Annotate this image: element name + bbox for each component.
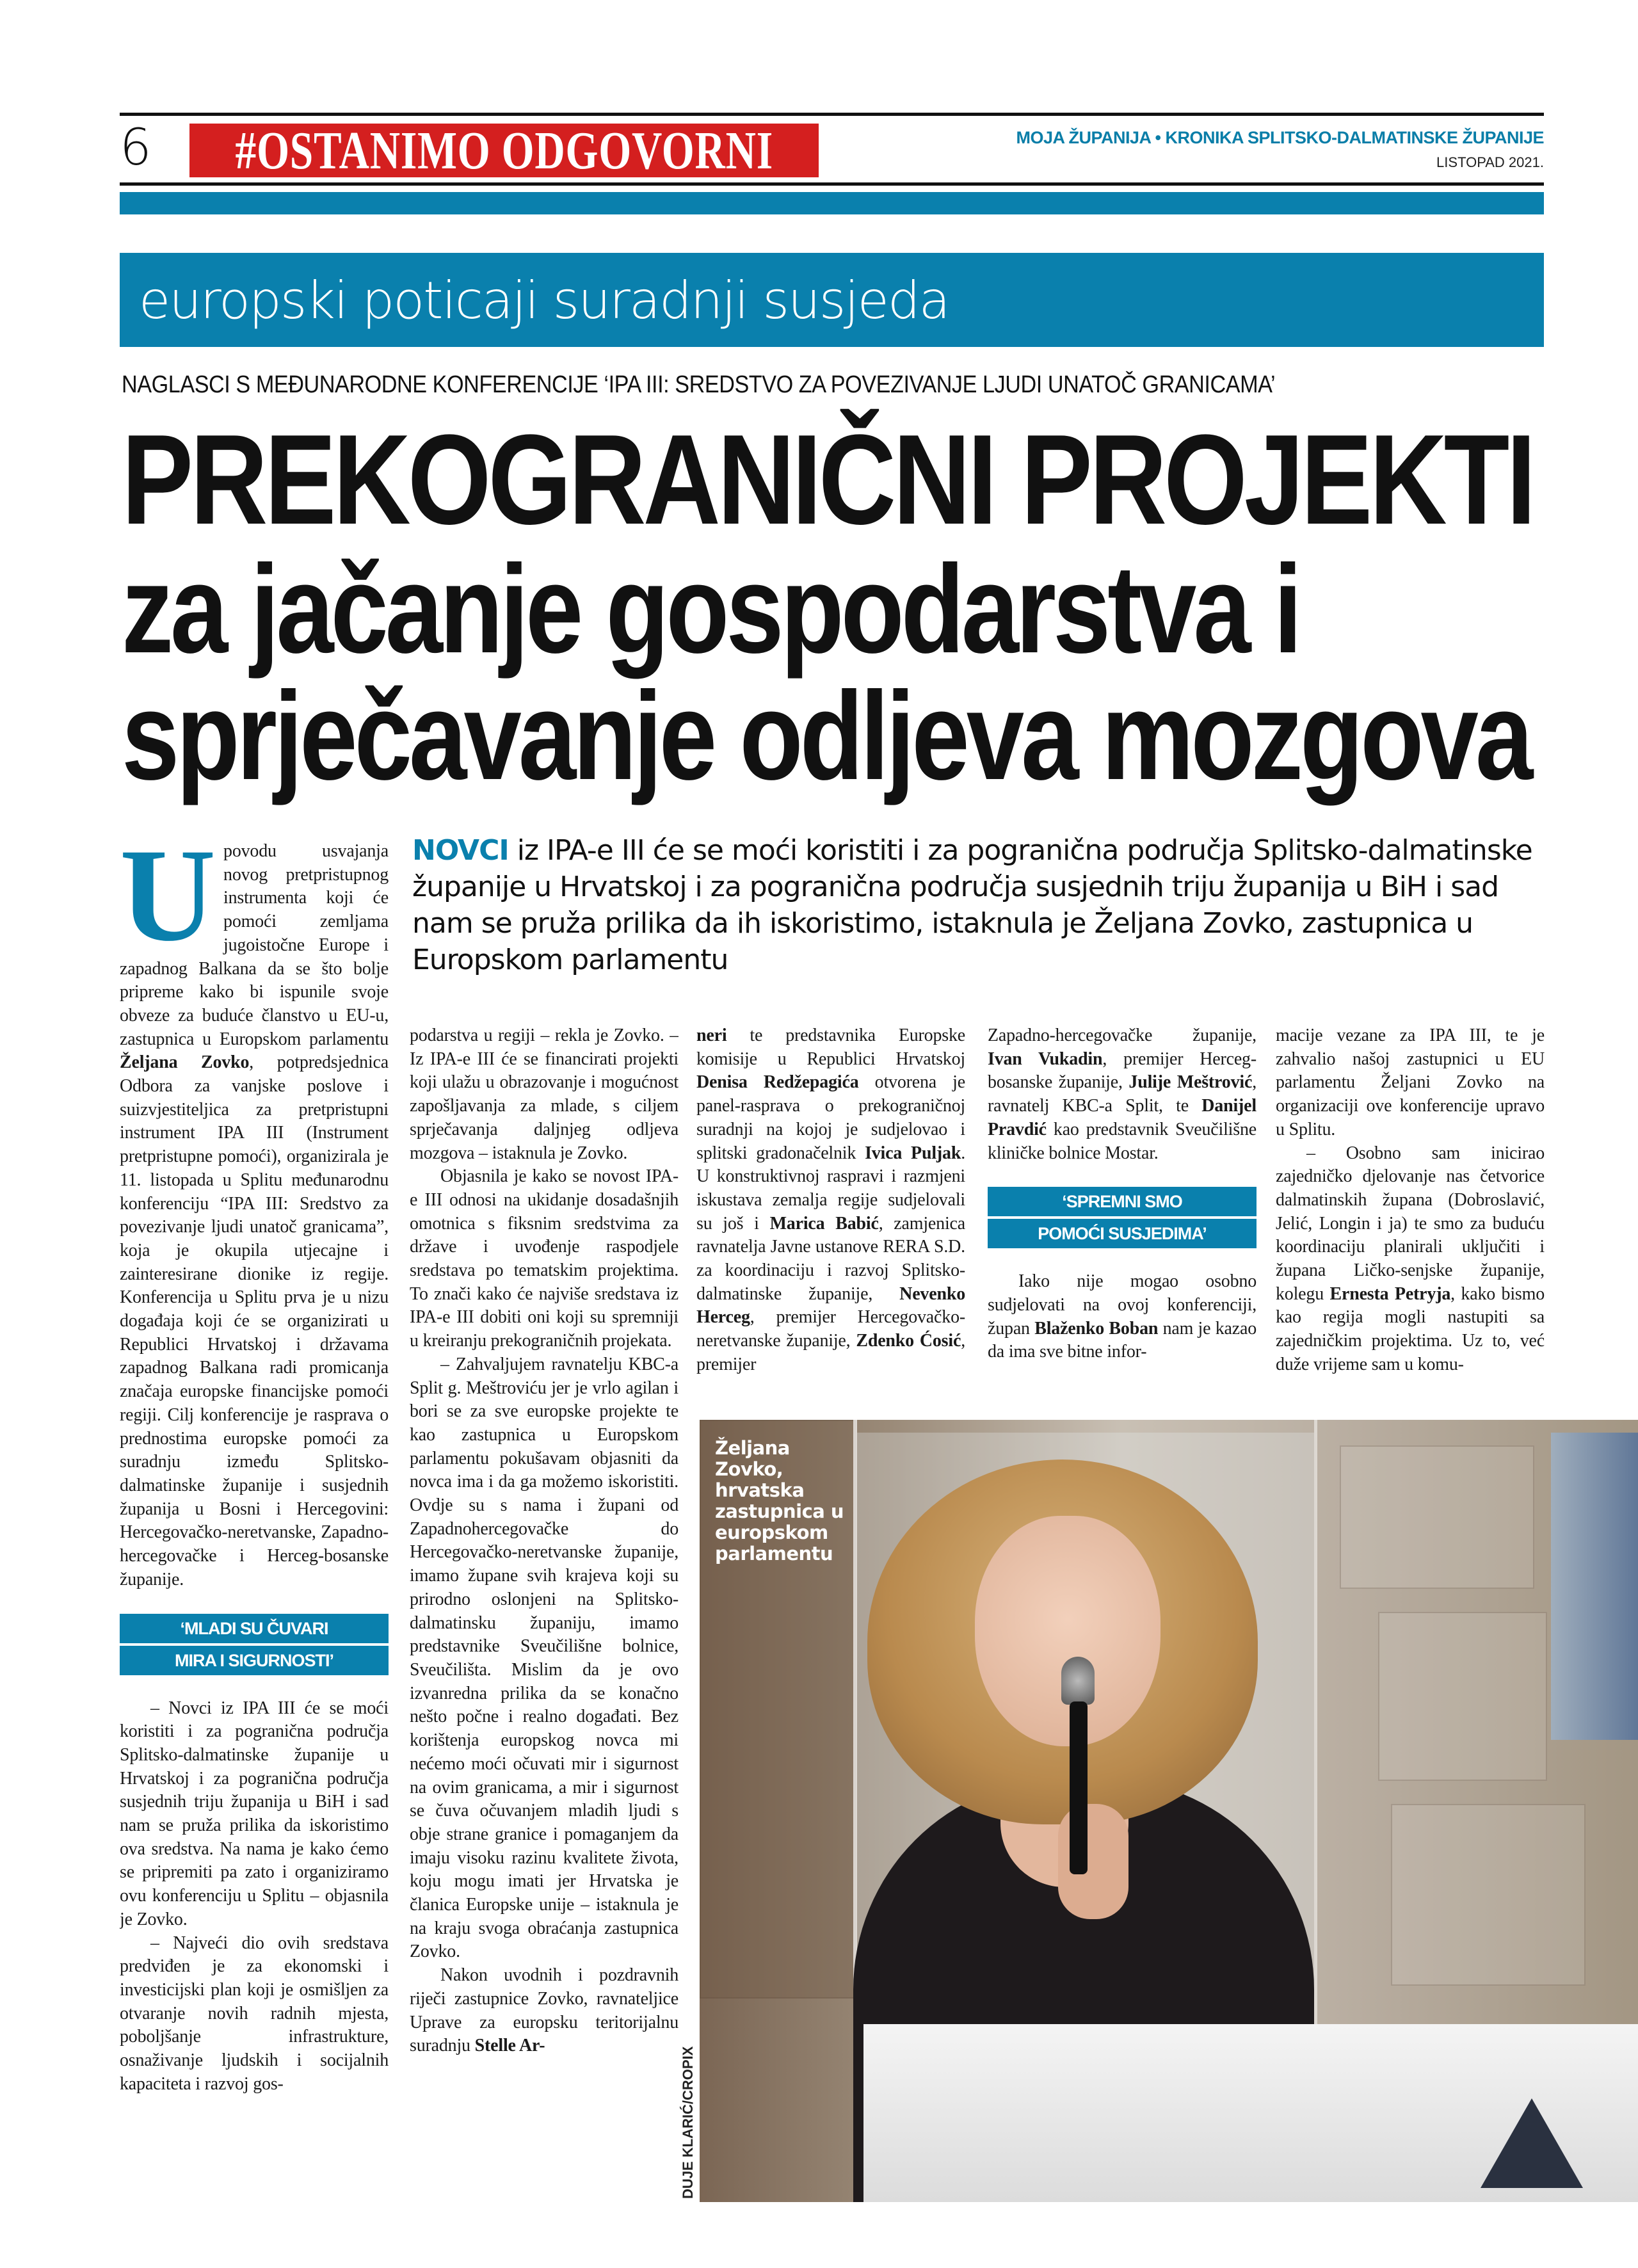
text-run: – Najveći dio ovih sredstava predviđen je za ekonomski i investicijski plan koji je osmišljen za otvaranje novih radnih mjesta, poboljšanje infrastrukture, osnaživanje ljudskih i socijalnih kapaciteta i razvoj gos- bbox=[120, 1933, 389, 2094]
paragraph bbox=[410, 1024, 678, 1165]
text-run: , ravnatelj KBC-a Split, te bbox=[988, 1072, 1257, 1116]
text-run: Iako nije mogao osobno sudjelovati na ovoj konferenciji, župan bbox=[988, 1271, 1257, 1339]
text-run: . U konstruktivnoj raspravi i razmjeni iskustava zemalja regije sudjelovali su još i bbox=[696, 1143, 965, 1234]
bold-name: Stelle Ar- bbox=[474, 2036, 545, 2056]
text-run: , zamjenica ravnatelja Javne ustanove RERA S.D. za koordinaciju i razvoj Splitsko-dalmatinske županije, bbox=[696, 1213, 965, 1304]
bold-name: Ivica Puljak bbox=[865, 1143, 961, 1163]
article-column-3 bbox=[696, 1024, 965, 1395]
photo-caption: Željana Zovko, hrvatska zastupnica u europskom parlamentu bbox=[715, 1437, 844, 1564]
lede bbox=[412, 832, 1539, 978]
bold-name: Marica Babić bbox=[769, 1213, 879, 1234]
drop-cap: U bbox=[120, 840, 216, 969]
bold-name: Danijel Pravdić bbox=[988, 1096, 1257, 1139]
bold-name: Nevenko Herceg bbox=[696, 1283, 965, 1328]
section-kicker bbox=[120, 253, 1544, 347]
bold-name: neri bbox=[696, 1025, 727, 1045]
bold-name: Ivan Vukadin bbox=[988, 1049, 1103, 1069]
text-run: – Zahvaljujem ravnatelju KBC-a Split g. Meštroviću jer je vrlo agilan i bori se za sve europske projekte te kao zastupnica u Europskom parlamentu pokušavam objasniti da novca ima i da ga možemo iskoristiti. Ovdje su s nama i župani od Zapadnohercegovačke do Hercegovačko-neretvanske županije, imamo župane svih krajeva koji su prirodno oslonjeni na Splitsko-dalmatinsku županiju, imamo predstavnike Sveučilišne bolnice, Sveučilišta. Mislim da je ovo izvanredna prilika da se konačno nešto počne i realno događati. Bez korištenja europskog novca mi nećemo moći očuvati mir i sigurnost na ovim granicama, a mir i sigurnost se čuva očuvanjem mladih ljudi s obje strane granice i pomaganjem da imaju visoku razinu kvalitete života, koju mogu imati jer Hrvatska je članica Europske unije – istaknula je na kraju svoga obraćanja zastupnica Zovko. bbox=[410, 1354, 678, 1962]
paragraph bbox=[410, 1964, 678, 2058]
subheading-line: ‘SPREMNI SMO bbox=[988, 1187, 1257, 1216]
publication-info bbox=[1016, 128, 1544, 171]
text-run: – Novci iz IPA III će se moći koristiti i za pogranična područja Splitsko-dalmatinske županije u Hrvatskoj i za pogranična područja susjednih triju županija u BiH i sad nam se pruža prilika da iskoristimo ova sredstva. Na nama je kako ćemo se pripremiti pa zato i organiziramo ovu konferenciju u Splitu – objasnila je Zovko. bbox=[120, 1698, 389, 1929]
stone-wall-block bbox=[1340, 1445, 1534, 1589]
subheading-line: MIRA I SIGURNOSTI’ bbox=[120, 1646, 389, 1675]
headline-line-2: za jačanje gospodarstva i bbox=[122, 539, 1299, 679]
bold-name: Julije Meštrović bbox=[1128, 1072, 1253, 1093]
headline-line-1: PREKOGRANIČNI PROJEKTI bbox=[122, 408, 1533, 551]
paragraph bbox=[410, 1165, 678, 1353]
paragraph bbox=[988, 1270, 1257, 1364]
text-run: , kako bismo kao regija mogli nastupiti sa zajedničkim projektima. Uz to, već duže vrijeme sam u komu- bbox=[1276, 1283, 1545, 1374]
subheading-line: POMOĆI SUSJEDIMA’ bbox=[988, 1219, 1257, 1248]
blue-banner bbox=[1551, 1433, 1638, 1740]
bottom-rule bbox=[120, 182, 1544, 186]
photo-zeljana-zovko bbox=[700, 1420, 1638, 2202]
bold-name: Ernesta Petryja bbox=[1329, 1283, 1451, 1304]
headline-line-3: sprječavanje odljeva mozgova bbox=[122, 666, 1530, 806]
article-column-5 bbox=[1276, 1024, 1545, 1395]
text-run: – Osobno sam inicirao zajedničko djelovanje nas četvorice dalmatinskih župana (Dobroslavić, Jelić, Longin i ja) te smo za buduću koordinaciju planirali uključiti i župana Ličko-senjske županije, kolegu bbox=[1276, 1143, 1545, 1304]
article-column-1 bbox=[120, 840, 389, 2203]
section-kicker-text: europski poticaji suradnji susjeda bbox=[139, 271, 949, 330]
lede-lead-word: NOVCI bbox=[412, 834, 509, 867]
text-run: otvorena je panel-rasprava o prekograničnoj suradnji na kojoj je sudjelovao i splitski gradonačelnik bbox=[696, 1072, 965, 1163]
microphone-icon bbox=[1061, 1657, 1095, 1705]
text-run: macije vezane za IPA III, te je zahvalio našoj zastupnici u EU parlamentu Željani Zovko na organizaciji ove konferencije upravo u Splitu. bbox=[1276, 1025, 1545, 1139]
page-number: 6 bbox=[120, 119, 152, 177]
text-run: povodu usvajanja novog pretpristupnog instrumenta koji će pomoći zemljama jugoistočne Europe i zapadnog Balkana da se što bolje pripreme kako bi ispunile svoje obveze za buduće članstvo u EU-u, zastupnica u Europskom parlamentu bbox=[120, 841, 389, 1049]
bold-name: Zdenko Ćosić bbox=[856, 1331, 961, 1351]
subheading-mladi bbox=[120, 1614, 389, 1675]
microphone-handle bbox=[1070, 1701, 1088, 1874]
campaign-tag bbox=[189, 124, 819, 177]
paragraph bbox=[988, 1024, 1257, 1165]
text-run: , premijer Hercegovačko-neretvanske županije, bbox=[696, 1307, 965, 1351]
article-column-4 bbox=[988, 1024, 1257, 1395]
publication-name: MOJA ŽUPANIJA • KRONIKA SPLITSKO-DALMATINSKE ŽUPANIJE bbox=[1016, 128, 1544, 147]
stone-wall-block bbox=[1391, 1804, 1586, 1986]
photo-credit: DUJE KLARIĆ/CROPIX bbox=[680, 2046, 696, 2199]
podium-logo bbox=[1481, 2098, 1583, 2188]
paragraph bbox=[1276, 1024, 1545, 1142]
article-column-2 bbox=[410, 1024, 678, 2203]
accent-strip bbox=[120, 192, 1544, 214]
text-run: nam je kazao da ima sve bitne infor- bbox=[988, 1318, 1257, 1362]
text-run: kao predstavnik Sveučilišne kliničke bolnice Mostar. bbox=[988, 1119, 1257, 1163]
paragraph bbox=[1276, 1142, 1545, 1377]
bold-name: Denisa Redžepagića bbox=[696, 1072, 859, 1093]
subheading-spremni bbox=[988, 1187, 1257, 1248]
campaign-tag-text: #OSTANIMO ODGOVORNI bbox=[235, 124, 773, 177]
lede-text: iz IPA-e III će se moći koristiti i za pogranična područja Splitsko-dalmatinske županije u Hrvatskoj i za pogranična područja susjednih triju županija u BiH i sad nam se pruža prilika da ih iskoristimo, istaknula je Željana Zovko, zastupnica u Europskom parlamentu bbox=[412, 834, 1532, 976]
hand bbox=[1058, 1804, 1128, 1919]
paragraph bbox=[696, 1024, 965, 1377]
text-run: Objasnila je kako se novost IPA-e III odnosi na ukidanje dosadašnjih omotnica s fiksnim sredstvima za države i uvođenje raspodjele sredstava po tematskim projektima. To znači kako će najviše sredstava iz IPA-e III dobiti oni koji su spremniji u kreiranju prekograničnih projekata. bbox=[410, 1166, 678, 1351]
text-run: , premijer bbox=[696, 1331, 965, 1374]
text-run: Zapadno-hercegovačke županije, bbox=[988, 1025, 1257, 1045]
top-rule bbox=[120, 113, 1544, 116]
paragraph bbox=[120, 1697, 389, 1932]
subheading-line: ‘MLADI SU ČUVARI bbox=[120, 1614, 389, 1643]
text-run: podarstva u regiji – rekla je Zovko. – Iz IPA-e III će se financirati projekti koji ulažu u obrazovanje i mogućnost zapošljavanja za mlade, s ciljem sprječavanja daljnjeg odljeva mozgova – istaknula je Zovko. bbox=[410, 1025, 678, 1163]
text-run: , premijer Herceg-bosanske županije, bbox=[988, 1049, 1257, 1093]
bold-name: Željana Zovko bbox=[120, 1052, 250, 1073]
bold-name: Blaženko Boban bbox=[1034, 1318, 1159, 1339]
stone-wall-block bbox=[1378, 1612, 1547, 1781]
supertitle: NAGLASCI S MEĐUNARODNE KONFERENCIJE ‘IPA III: SREDSTVO ZA POVEZIVANJE LJUDI UNATOČ GRANICAMA’ bbox=[122, 371, 1276, 398]
paragraph bbox=[120, 1932, 389, 2096]
text-run: , potpredsjednica Odbora za vanjske poslove i suizvjestiteljica za pretpristupni instrument IPA III (Instrument pretpristupne pomoći), organizirala je 11. listopada u Splitu međunarodnu konferenciju “IPA III: Sredstvo za povezivanje ljudi unatoč granicama”, koja je okupila utjecajne i zainteresirane dionike iz regije. Konferencija u Splitu prva je u nizu događaja koji će se organizirati u Republici Hrvatskoj i državama zapadnog Balkana radi promicanja značaja europske financijske pomoći regiji. Cilj konferencije je rasprava o prednostima europske pomoći za suradnju između Splitsko-dalmatinske županije i susjednih županija u Bosni i Hercegovini: Hercegovačko-neretvanske, Zapadno-hercegovačke i Herceg-bosanske županije. bbox=[120, 1052, 389, 1589]
text-run: te predstavnika Europske komisije u Republici Hrvatskoj bbox=[696, 1025, 965, 1069]
text-run: Nakon uvodnih i pozdravnih riječi zastupnice Zovko, ravnateljice Uprave za europsku teritorijalnu suradnju bbox=[410, 1965, 678, 2056]
paragraph bbox=[410, 1353, 678, 1964]
face bbox=[975, 1516, 1160, 1746]
issue-date: LISTOPAD 2021. bbox=[1436, 154, 1544, 170]
